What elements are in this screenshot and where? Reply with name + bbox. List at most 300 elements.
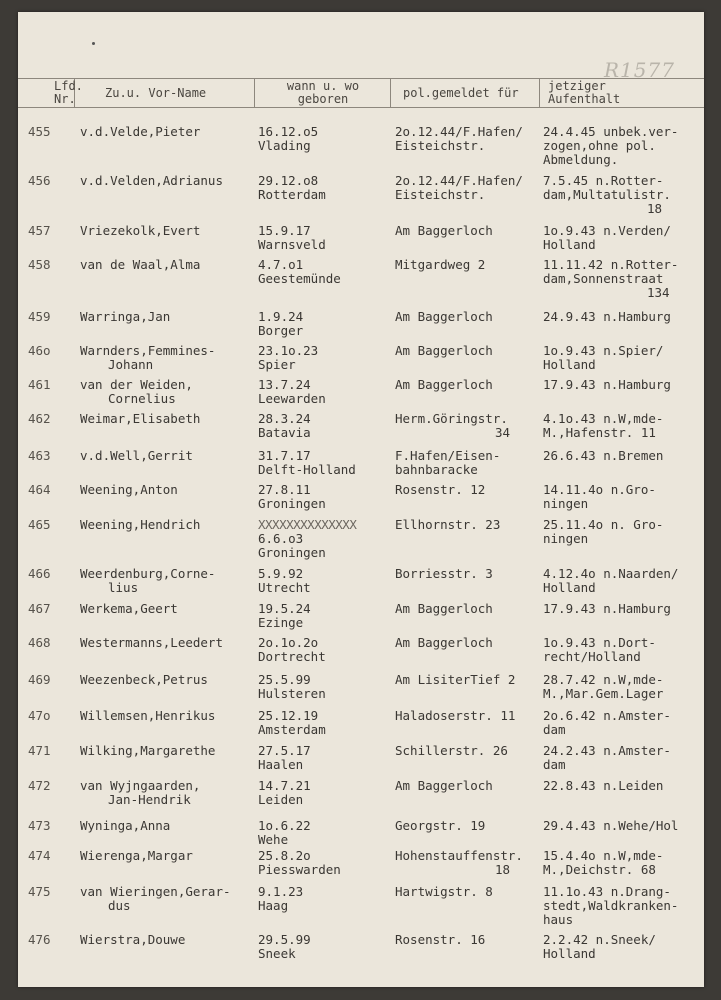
entry-number xyxy=(28,412,68,426)
current-whereabouts-line: dam xyxy=(543,722,566,737)
entry-number-line: 476 xyxy=(28,932,51,947)
person-name-line: Jan-Hendrik xyxy=(108,792,191,807)
entry-number-line: 475 xyxy=(28,884,51,899)
person-name xyxy=(80,673,255,687)
birth-date-place-line: 9.1.23 xyxy=(258,884,304,899)
entry-number-line: 467 xyxy=(28,601,51,616)
birth-date-place-line: 1.9.24 xyxy=(258,309,304,324)
current-whereabouts-line: 17.9.43 n.Hamburg xyxy=(543,601,671,616)
current-whereabouts-line: haus xyxy=(543,912,574,927)
birth-date-place-line: Groningen xyxy=(258,545,326,560)
birth-date-place-line: Delft-Holland xyxy=(258,462,356,477)
entry-number-line: 472 xyxy=(28,778,51,793)
registered-address-line: Am Baggerloch xyxy=(395,377,493,392)
current-whereabouts xyxy=(543,224,703,252)
birth-date-place xyxy=(258,779,403,807)
current-whereabouts-line: M.,Deichstr. 68 xyxy=(543,862,656,877)
birth-date-place xyxy=(258,933,403,961)
person-name xyxy=(80,224,255,238)
person-name xyxy=(80,412,255,426)
birth-date-place-line: 2o.1o.2o xyxy=(258,635,319,650)
birth-date-place xyxy=(258,378,403,406)
column-divider xyxy=(390,78,391,108)
birth-date-place-line: 19.5.24 xyxy=(258,601,311,616)
birth-date-place-line: Piesswarden xyxy=(258,862,341,877)
person-name-line: van de Waal,Alma xyxy=(80,257,201,272)
person-name-line: Weening,Anton xyxy=(80,482,178,497)
register-row xyxy=(18,849,704,889)
register-row xyxy=(18,258,704,298)
person-name-line: Warnders,Femmines- xyxy=(80,343,216,358)
person-name-line: Weimar,Elisabeth xyxy=(80,411,201,426)
registered-address-line: Hohenstauffenstr. xyxy=(395,848,523,863)
current-whereabouts xyxy=(543,819,703,833)
person-name-line: v.d.Well,Gerrit xyxy=(80,448,193,463)
birth-date-place-line: Warnsveld xyxy=(258,237,326,252)
birth-date-place xyxy=(258,885,403,913)
birth-date-place-line: Amsterdam xyxy=(258,722,326,737)
current-whereabouts-line: 25.11.4o n. Gro- xyxy=(543,517,664,532)
birth-date-place-line: Ezinge xyxy=(258,615,304,630)
person-name xyxy=(80,310,255,324)
entry-number xyxy=(28,779,68,793)
birth-date-place-line: Dortrecht xyxy=(258,649,326,664)
person-name-line: Warringa,Jan xyxy=(80,309,171,324)
person-name xyxy=(80,483,255,497)
birth-date-place-line: Geestemünde xyxy=(258,271,341,286)
person-name-line: Wyninga,Anna xyxy=(80,818,171,833)
registered-address xyxy=(395,224,560,238)
header-born xyxy=(273,80,373,106)
current-whereabouts-line: Abmeldung. xyxy=(543,152,619,167)
current-whereabouts-line: 15.4.4o n.W,mde- xyxy=(543,848,664,863)
registered-address xyxy=(395,849,560,877)
birth-date-place xyxy=(258,224,403,252)
registered-address xyxy=(395,344,560,358)
birth-date-place-line: Haalen xyxy=(258,757,304,772)
entry-number-line: 465 xyxy=(28,517,51,532)
column-divider xyxy=(539,78,540,108)
current-whereabouts-line: 24.9.43 n.Hamburg xyxy=(543,309,671,324)
current-whereabouts-line: 1o.9.43 n.Verden/ xyxy=(543,223,671,238)
current-whereabouts xyxy=(543,709,703,737)
birth-date-place xyxy=(258,310,403,338)
birth-date-place-line: Rotterdam xyxy=(258,187,326,202)
register-row xyxy=(18,673,704,713)
registered-address-line: Am Baggerloch xyxy=(395,601,493,616)
current-whereabouts-line: ningen xyxy=(543,531,589,546)
person-name xyxy=(80,885,255,913)
entry-number-line: 457 xyxy=(28,223,51,238)
person-name xyxy=(80,518,255,532)
current-whereabouts-line: Holland xyxy=(543,580,596,595)
current-whereabouts-line: stedt,Waldkranken- xyxy=(543,898,679,913)
birth-date-place-line: Utrecht xyxy=(258,580,311,595)
current-whereabouts-line: 11.1o.43 n.Drang- xyxy=(543,884,671,899)
current-whereabouts xyxy=(543,602,703,616)
entry-number-line: 469 xyxy=(28,672,51,687)
current-whereabouts-line: recht/Holland xyxy=(543,649,641,664)
current-whereabouts xyxy=(543,449,703,463)
entry-number-line: 455 xyxy=(28,124,51,139)
header-pol: pol.gemeldet für xyxy=(403,86,519,100)
birth-date-place xyxy=(258,673,403,701)
current-whereabouts xyxy=(543,744,703,772)
header-born-line1: wann u. wo xyxy=(286,79,360,93)
current-whereabouts xyxy=(543,310,703,324)
registered-address-line: Am Baggerloch xyxy=(395,343,493,358)
birth-date-place-line: XXXXXXXXXXXXXX xyxy=(258,517,357,532)
birth-date-place xyxy=(258,849,403,877)
header-now-line1: jetziger xyxy=(548,79,606,93)
register-row xyxy=(18,636,704,676)
registered-address xyxy=(395,449,560,477)
entry-number xyxy=(28,567,68,581)
person-name-line: van Wyjngaarden, xyxy=(80,778,201,793)
registered-address xyxy=(395,412,560,440)
person-name-line: Wierstra,Douwe xyxy=(80,932,186,947)
person-name-line: v.d.Velden,Adrianus xyxy=(80,173,223,188)
registered-address-line: Georgstr. 19 xyxy=(395,818,486,833)
reference-mark: R1577 xyxy=(604,58,675,82)
birth-date-place xyxy=(258,174,403,202)
person-name-line: lius xyxy=(108,580,139,595)
registered-address-line: Am Baggerloch xyxy=(395,223,493,238)
entry-number-line: 459 xyxy=(28,309,51,324)
birth-date-place-line: Wehe xyxy=(258,832,289,847)
current-whereabouts-line: zogen,ohne pol. xyxy=(543,138,656,153)
birth-date-place xyxy=(258,344,403,372)
birth-date-place-line: Batavia xyxy=(258,425,311,440)
registered-address-line: Haladoserstr. 11 xyxy=(395,708,516,723)
current-whereabouts-line: 24.4.45 unbek.ver- xyxy=(543,124,679,139)
registered-address-line: Hartwigstr. 8 xyxy=(395,884,493,899)
current-whereabouts-line: 18 xyxy=(647,201,663,216)
header-nr xyxy=(54,80,83,106)
birth-date-place-line: 25.8.2o xyxy=(258,848,311,863)
header-born-line2: geboren xyxy=(297,92,349,106)
birth-date-place-line: 15.9.17 xyxy=(258,223,311,238)
birth-date-place xyxy=(258,602,403,630)
entry-number xyxy=(28,449,68,463)
registered-address-line: 34 xyxy=(495,425,511,440)
registered-address-line: Schillerstr. 26 xyxy=(395,743,508,758)
person-name xyxy=(80,744,255,758)
entry-number-line: 461 xyxy=(28,377,51,392)
registered-address-line: 2o.12.44/F.Hafen/ xyxy=(395,124,523,139)
registered-address xyxy=(395,483,560,497)
entry-number-line: 468 xyxy=(28,635,51,650)
entry-number-line: 466 xyxy=(28,566,51,581)
registered-address xyxy=(395,673,560,687)
entry-number xyxy=(28,885,68,899)
current-whereabouts-line: 28.7.42 n.W,mde- xyxy=(543,672,664,687)
registered-address xyxy=(395,310,560,324)
entry-number xyxy=(28,258,68,272)
person-name xyxy=(80,602,255,616)
header-now-line2: Aufenthalt xyxy=(548,92,621,106)
birth-date-place xyxy=(258,449,403,477)
current-whereabouts xyxy=(543,483,703,511)
entry-number xyxy=(28,378,68,392)
registered-address xyxy=(395,258,560,272)
person-name xyxy=(80,258,255,272)
registered-address xyxy=(395,709,560,723)
entry-number xyxy=(28,819,68,833)
registered-address-line: Eisteichstr. xyxy=(395,187,486,202)
birth-date-place-line: 23.1o.23 xyxy=(258,343,319,358)
person-name xyxy=(80,174,255,188)
current-whereabouts-line: dam,Multatulistr. xyxy=(543,187,671,202)
birth-date-place-line: 27.5.17 xyxy=(258,743,311,758)
current-whereabouts xyxy=(543,849,703,877)
birth-date-place-line: Sneek xyxy=(258,946,296,961)
registered-address-line: Eisteichstr. xyxy=(395,138,486,153)
registered-address xyxy=(395,567,560,581)
birth-date-place-line: Haag xyxy=(258,898,289,913)
current-whereabouts-line: 14.11.4o n.Gro- xyxy=(543,482,656,497)
register-row xyxy=(18,125,704,165)
birth-date-place-line: 16.12.o5 xyxy=(258,124,319,139)
entry-number xyxy=(28,709,68,723)
entry-number xyxy=(28,933,68,947)
birth-date-place-line: 25.12.19 xyxy=(258,708,319,723)
person-name xyxy=(80,567,255,595)
person-name xyxy=(80,125,255,139)
registered-address xyxy=(395,636,560,650)
register-row xyxy=(18,885,704,925)
current-whereabouts xyxy=(543,567,703,595)
person-name xyxy=(80,636,255,650)
person-name-line: Cornelius xyxy=(108,391,176,406)
current-whereabouts-line: ningen xyxy=(543,496,589,511)
birth-date-place-line: 14.7.21 xyxy=(258,778,311,793)
person-name-line: Wilking,Margarethe xyxy=(80,743,216,758)
entry-number-line: 474 xyxy=(28,848,51,863)
registered-address xyxy=(395,819,560,833)
register-row xyxy=(18,412,704,452)
current-whereabouts-line: 7.5.45 n.Rotter- xyxy=(543,173,664,188)
person-name-line: van der Weiden, xyxy=(80,377,193,392)
entry-number-line: 473 xyxy=(28,818,51,833)
current-whereabouts-line: 29.4.43 n.Wehe/Hol xyxy=(543,818,679,833)
person-name-line: Wierenga,Margar xyxy=(80,848,193,863)
person-name-line: Johann xyxy=(108,357,154,372)
registered-address-line: Rosenstr. 12 xyxy=(395,482,486,497)
birth-date-place-line: Borger xyxy=(258,323,304,338)
entry-number xyxy=(28,673,68,687)
entry-number xyxy=(28,483,68,497)
entry-number xyxy=(28,518,68,532)
current-whereabouts xyxy=(543,779,703,793)
person-name xyxy=(80,378,255,406)
entry-number xyxy=(28,849,68,863)
birth-date-place xyxy=(258,518,403,560)
registered-address xyxy=(395,174,560,202)
current-whereabouts-line: 26.6.43 n.Bremen xyxy=(543,448,664,463)
current-whereabouts xyxy=(543,412,703,440)
registered-address xyxy=(395,885,560,899)
column-divider xyxy=(254,78,255,108)
current-whereabouts xyxy=(543,518,703,546)
birth-date-place-line: 13.7.24 xyxy=(258,377,311,392)
register-page xyxy=(18,12,704,987)
birth-date-place-line: 1o.6.22 xyxy=(258,818,311,833)
birth-date-place-line: Spier xyxy=(258,357,296,372)
registered-address-line: 18 xyxy=(495,862,511,877)
person-name xyxy=(80,344,255,372)
entry-number xyxy=(28,310,68,324)
person-name-line: Werkema,Geert xyxy=(80,601,178,616)
birth-date-place xyxy=(258,709,403,737)
registered-address-line: Rosenstr. 16 xyxy=(395,932,486,947)
birth-date-place xyxy=(258,483,403,511)
entry-number-line: 458 xyxy=(28,257,51,272)
person-name xyxy=(80,819,255,833)
current-whereabouts xyxy=(543,125,703,167)
current-whereabouts-line: 11.11.42 n.Rotter- xyxy=(543,257,679,272)
current-whereabouts xyxy=(543,636,703,664)
registered-address xyxy=(395,378,560,392)
person-name xyxy=(80,709,255,723)
registered-address-line: Mitgardweg 2 xyxy=(395,257,486,272)
current-whereabouts-line: 17.9.43 n.Hamburg xyxy=(543,377,671,392)
person-name-line: Vriezekolk,Evert xyxy=(80,223,201,238)
entry-number-line: 462 xyxy=(28,411,51,426)
current-whereabouts xyxy=(543,344,703,372)
entry-number xyxy=(28,602,68,616)
person-name-line: Willemsen,Henrikus xyxy=(80,708,216,723)
registered-address xyxy=(395,518,560,532)
person-name-line: Weerdenburg,Corne- xyxy=(80,566,216,581)
registered-address-line: Ellhornstr. 23 xyxy=(395,517,501,532)
registered-address-line: Am LisiterTief 2 xyxy=(395,672,516,687)
person-name-line: v.d.Velde,Pieter xyxy=(80,124,201,139)
birth-date-place-line: 4.7.o1 xyxy=(258,257,304,272)
birth-date-place xyxy=(258,744,403,772)
header-nr-line1: Lfd. xyxy=(54,79,83,93)
current-whereabouts xyxy=(543,885,703,927)
entry-number-line: 46o xyxy=(28,343,51,358)
current-whereabouts xyxy=(543,673,703,701)
current-whereabouts xyxy=(543,174,703,216)
person-name xyxy=(80,933,255,947)
person-name xyxy=(80,779,255,807)
registered-address-line: Am Baggerloch xyxy=(395,635,493,650)
register-row xyxy=(18,174,704,214)
current-whereabouts-line: 2.2.42 n.Sneek/ xyxy=(543,932,656,947)
register-row xyxy=(18,779,704,819)
birth-date-place-line: Vlading xyxy=(258,138,311,153)
registered-address-line: 2o.12.44/F.Hafen/ xyxy=(395,173,523,188)
current-whereabouts-line: M.,Mar.Gem.Lager xyxy=(543,686,664,701)
current-whereabouts-line: 24.2.43 n.Amster- xyxy=(543,743,671,758)
person-name-line: van Wieringen,Gerar- xyxy=(80,884,231,899)
birth-date-place-line: 31.7.17 xyxy=(258,448,311,463)
entry-number xyxy=(28,744,68,758)
current-whereabouts-line: Holland xyxy=(543,357,596,372)
entry-number-line: 464 xyxy=(28,482,51,497)
registered-address xyxy=(395,125,560,153)
birth-date-place xyxy=(258,567,403,595)
header-bottom-rule xyxy=(18,107,704,108)
birth-date-place-line: Groningen xyxy=(258,496,326,511)
registered-address-line: Am Baggerloch xyxy=(395,309,493,324)
header-name: Zu.u. Vor-Name xyxy=(105,86,207,100)
current-whereabouts-line: 1o.9.43 n.Spier/ xyxy=(543,343,664,358)
birth-date-place-line: 29.12.o8 xyxy=(258,173,319,188)
current-whereabouts-line: M.,Hafenstr. 11 xyxy=(543,425,656,440)
person-name-line: Weening,Hendrich xyxy=(80,517,201,532)
current-whereabouts xyxy=(543,933,703,961)
entry-number xyxy=(28,224,68,238)
current-whereabouts-line: dam xyxy=(543,757,566,772)
birth-date-place-line: 28.3.24 xyxy=(258,411,311,426)
birth-date-place xyxy=(258,412,403,440)
birth-date-place xyxy=(258,125,403,153)
birth-date-place-line: Leiden xyxy=(258,792,304,807)
registered-address-line: bahnbaracke xyxy=(395,462,478,477)
current-whereabouts-line: 4.12.4o n.Naarden/ xyxy=(543,566,679,581)
entry-number xyxy=(28,636,68,650)
registered-address-line: Borriesstr. 3 xyxy=(395,566,493,581)
entry-number-line: 456 xyxy=(28,173,51,188)
register-row xyxy=(18,518,704,558)
current-whereabouts-line: Holland xyxy=(543,946,596,961)
registered-address-line: F.Hafen/Eisen- xyxy=(395,448,501,463)
current-whereabouts-line: Holland xyxy=(543,237,596,252)
birth-date-place-line: Leewarden xyxy=(258,391,326,406)
registered-address xyxy=(395,744,560,758)
person-name-line: Westermanns,Leedert xyxy=(80,635,223,650)
current-whereabouts-line: 1o.9.43 n.Dort- xyxy=(543,635,656,650)
entry-number-line: 463 xyxy=(28,448,51,463)
current-whereabouts xyxy=(543,378,703,392)
registered-address xyxy=(395,779,560,793)
header-now xyxy=(548,80,620,106)
entry-number-line: 47o xyxy=(28,708,51,723)
current-whereabouts xyxy=(543,258,703,300)
birth-date-place xyxy=(258,636,403,664)
registered-address-line: Herm.Göringstr. xyxy=(395,411,508,426)
registered-address xyxy=(395,933,560,947)
ink-dot xyxy=(92,42,95,45)
entry-number xyxy=(28,174,68,188)
current-whereabouts-line: 2o.6.42 n.Amster- xyxy=(543,708,671,723)
current-whereabouts-line: 4.1o.43 n.W,mde- xyxy=(543,411,664,426)
register-row xyxy=(18,933,704,973)
birth-date-place-line: Hulsteren xyxy=(258,686,326,701)
person-name xyxy=(80,449,255,463)
header-nr-line2: Nr. xyxy=(54,92,76,106)
birth-date-place-line: 29.5.99 xyxy=(258,932,311,947)
current-whereabouts-line: 22.8.43 n.Leiden xyxy=(543,778,664,793)
current-whereabouts-line: dam,Sonnenstraat xyxy=(543,271,664,286)
entry-number xyxy=(28,344,68,358)
person-name-line: dus xyxy=(108,898,131,913)
birth-date-place xyxy=(258,819,403,847)
person-name xyxy=(80,849,255,863)
entry-number-line: 471 xyxy=(28,743,51,758)
entry-number xyxy=(28,125,68,139)
birth-date-place xyxy=(258,258,403,286)
birth-date-place-line: 5.9.92 xyxy=(258,566,304,581)
birth-date-place-line: 25.5.99 xyxy=(258,672,311,687)
person-name-line: Weezenbeck,Petrus xyxy=(80,672,208,687)
current-whereabouts-line: 134 xyxy=(647,285,670,300)
registered-address-line: Am Baggerloch xyxy=(395,778,493,793)
birth-date-place-line: 27.8.11 xyxy=(258,482,311,497)
